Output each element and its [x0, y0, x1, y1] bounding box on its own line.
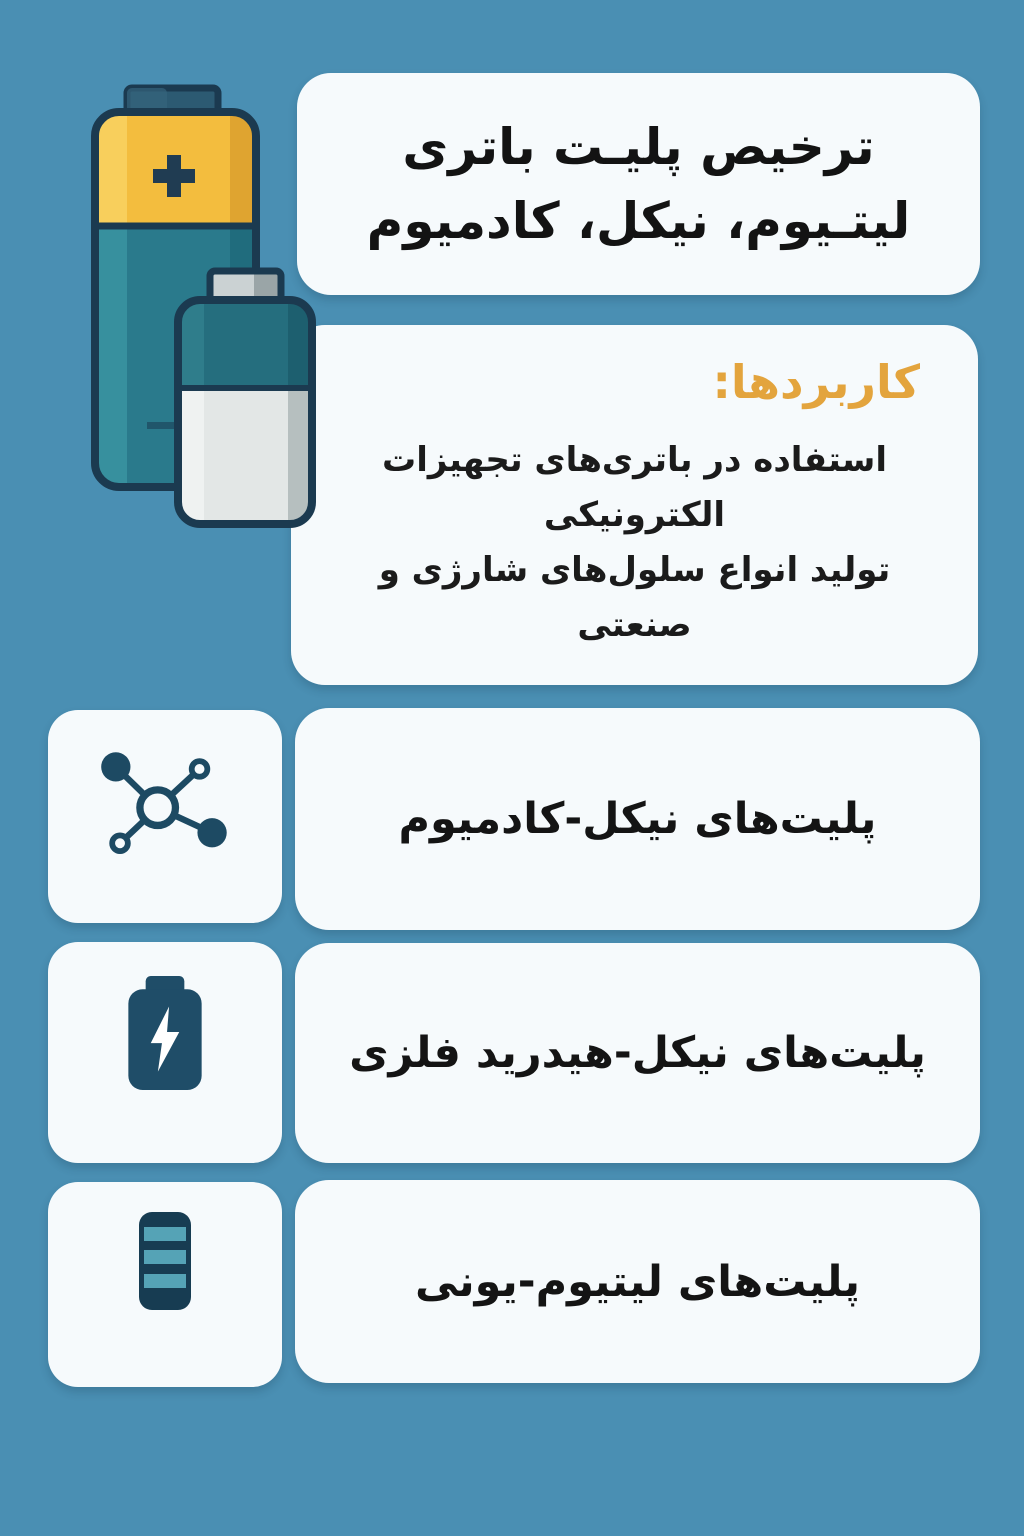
icon-card-nickel-cadmium	[48, 710, 282, 923]
applications-line-2: الکترونیکی	[543, 495, 726, 535]
page-title-line2: لیتـیوم، نیکل، کادمیوم	[366, 192, 911, 250]
applications-heading: کاربردها:	[712, 355, 920, 409]
row-label-nickel-metal-hydride: پلیت‌های نیکل-هیدرید فلزی	[349, 1028, 926, 1078]
label-card-nickel-metal-hydride	[295, 943, 980, 1163]
label-card-lithium-ion	[295, 1180, 980, 1383]
applications-line-3: تولید انواع سلول‌های شارژی و	[378, 550, 891, 590]
page-title	[367, 110, 911, 258]
batteries-illustration	[58, 84, 316, 530]
battery-charging-icon	[128, 976, 202, 1090]
page-title-line1: ترخیص پلیـت باتری	[402, 118, 875, 176]
applications-card	[291, 325, 978, 685]
row-label-nickel-cadmium: پلیت‌های نیکل-کادمیوم	[398, 794, 877, 844]
title-card	[297, 73, 980, 295]
label-card-nickel-cadmium	[295, 708, 980, 930]
icon-card-nickel-metal-hydride	[48, 942, 282, 1163]
icon-card-lithium-ion	[48, 1182, 282, 1387]
battery-level-icon	[139, 1212, 191, 1310]
applications-line-4: صنعتی	[577, 605, 692, 645]
small-battery-body	[178, 300, 312, 524]
applications-text	[301, 433, 968, 653]
applications-line-1: استفاده در باتری‌های تجهیزات	[382, 440, 887, 480]
molecule-icon	[97, 749, 233, 859]
row-label-lithium-ion: پلیت‌های لیتیوم-یونی	[415, 1256, 860, 1307]
